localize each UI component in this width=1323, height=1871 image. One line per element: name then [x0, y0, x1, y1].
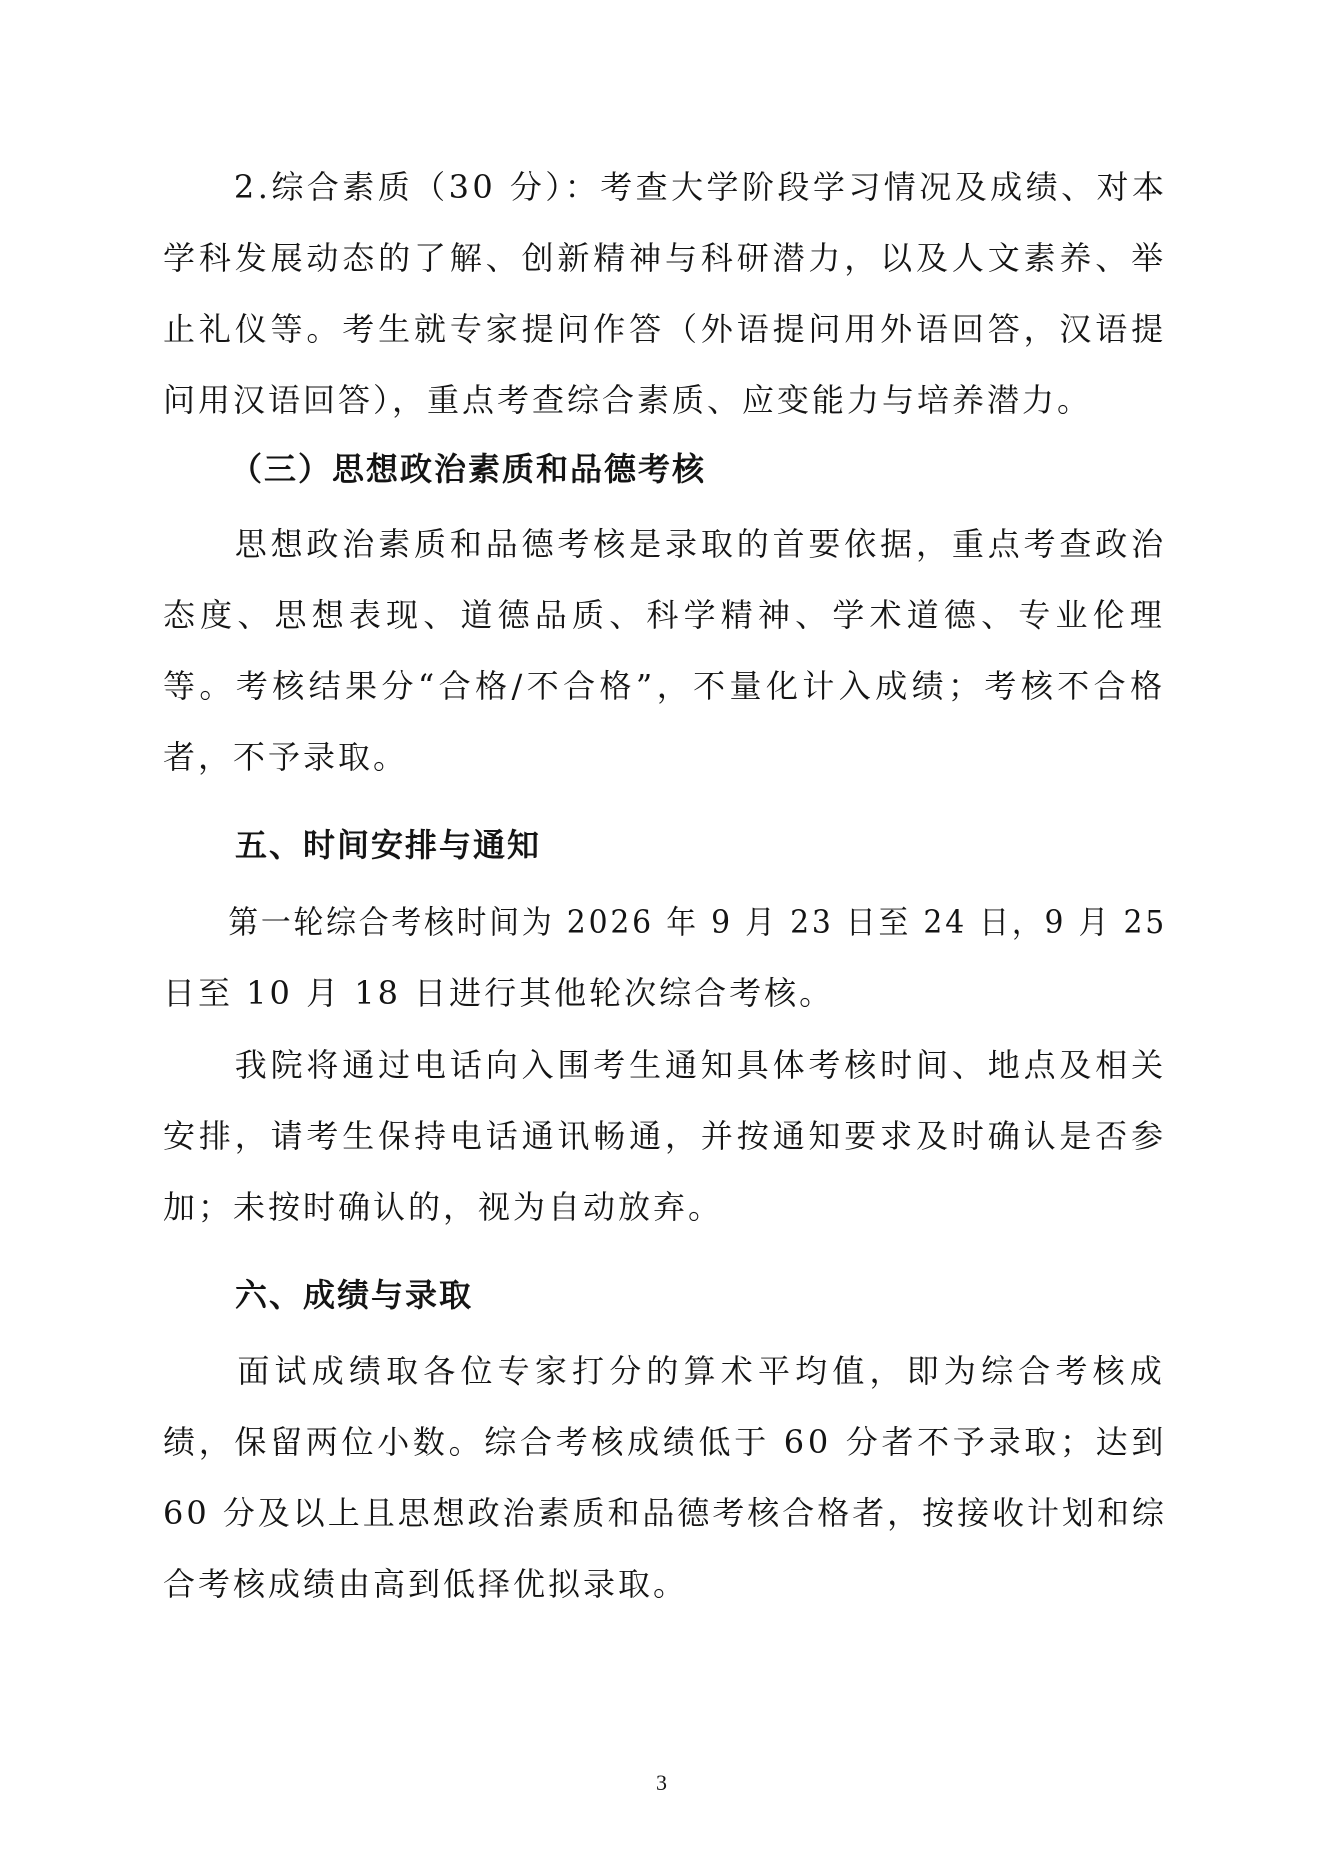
text-line: 思想政治素质和品德考核是录取的首要依据，重点考查政治	[163, 525, 1168, 563]
text-line: 态度、思想表现、道德品质、科学精神、学术道德、专业伦理	[163, 596, 1168, 634]
text-line: 安排，请考生保持电话通讯畅通，并按通知要求及时确认是否参	[163, 1117, 1168, 1155]
paragraph-notification	[163, 1030, 1167, 1243]
paragraph-ideology	[163, 509, 1167, 793]
text-line: 60 分及以上且思想政治素质和品德考核合格者，按接收计划和综	[163, 1494, 1167, 1532]
text-line: 2.综合素质（30 分）：考查大学阶段学习情况及成绩、对本	[163, 168, 1168, 206]
text-line: 合考核成绩由高到低择优拟录取。	[163, 1565, 689, 1603]
text-line: 面试成绩取各位专家打分的算术平均值，即为综合考核成	[163, 1352, 1168, 1390]
text-line: 加；未按时确认的，视为自动放弃。	[163, 1188, 724, 1226]
page-number: 3	[656, 1770, 667, 1795]
text-line: 止礼仪等。考生就专家提问作答（外语提问用外语回答，汉语提	[163, 310, 1168, 348]
text-line: 绩，保留两位小数。综合考核成绩低于 60 分者不予录取；达到	[163, 1423, 1168, 1461]
text-line: 学科发展动态的了解、创新精神与科研潜力，以及人文素养、举	[163, 239, 1168, 277]
text-line: 第一轮综合考核时间为 2026 年 9 月 23 日至 24 日，9 月 25	[163, 903, 1168, 941]
paragraph-comprehensive-quality	[163, 152, 1167, 436]
section-heading-ideology: （三）思想政治素质和品德考核	[230, 450, 707, 488]
section-heading-admission: 六、成绩与录取	[235, 1276, 474, 1314]
text-line: 问用汉语回答），重点考查综合素质、应变能力与培养潜力。	[163, 381, 1093, 419]
section-heading-schedule: 五、时间安排与通知	[235, 826, 542, 864]
text-line: 我院将通过电话向入围考生通知具体考核时间、地点及相关	[163, 1046, 1168, 1084]
text-line: 者，不予录取。	[163, 738, 409, 776]
paragraph-schedule	[163, 887, 1167, 1029]
paragraph-admission	[163, 1336, 1167, 1620]
text-line: 等。考核结果分“合格/不合格”，不量化计入成绩；考核不合格	[163, 667, 1167, 705]
text-line: 日至 10 月 18 日进行其他轮次综合考核。	[163, 974, 835, 1012]
